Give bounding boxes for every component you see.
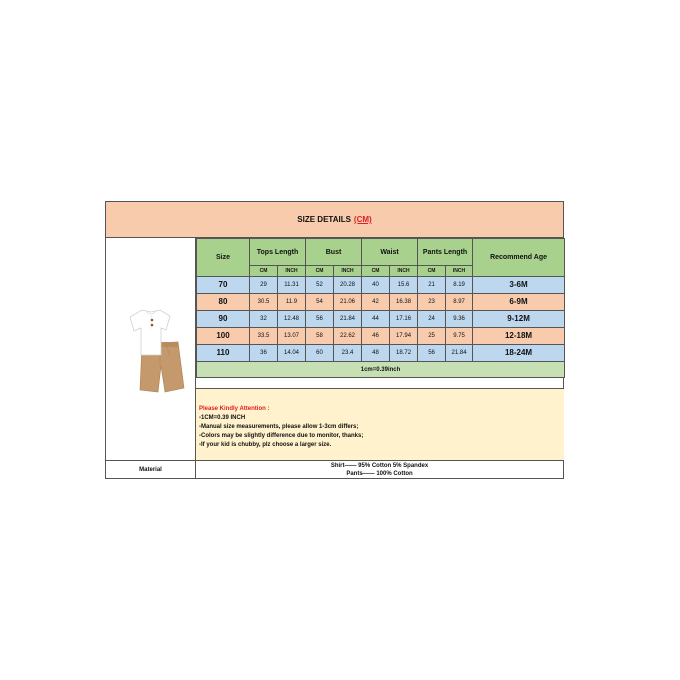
- attention-notice: [196, 388, 564, 460]
- unit-inch: INCH: [334, 266, 362, 277]
- size-chart: [105, 201, 564, 479]
- notice-line: -1CM=0.39 INCH: [199, 415, 246, 421]
- material-shirt: Shirt—— 95% Cotton 5% Spandex: [330, 463, 429, 469]
- cell-bust-inch: 23.4: [334, 345, 362, 362]
- cell-tops-cm: 33.5: [250, 328, 278, 345]
- notice-heading: Please Kindly Attention :: [199, 406, 270, 412]
- cell-tops-inch: 11.9: [278, 294, 306, 311]
- table-row: [197, 328, 565, 345]
- cell-age: 6-9M: [473, 294, 565, 311]
- header-waist: Waist: [362, 239, 418, 266]
- cell-age: 12-18M: [473, 328, 565, 345]
- cell-tops-inch: 13.07: [278, 328, 306, 345]
- cell-tops-cm: 32: [250, 311, 278, 328]
- unit-cm: CM: [418, 266, 446, 277]
- cell-age: 3-6M: [473, 277, 565, 294]
- cell-pants-cm: 56: [418, 345, 446, 362]
- unit-inch: INCH: [278, 266, 306, 277]
- cell-bust-cm: 58: [306, 328, 334, 345]
- cell-waist-inch: 17.94: [390, 328, 418, 345]
- cell-bust-cm: 52: [306, 277, 334, 294]
- cell-pants-inch: 8.19: [446, 277, 473, 294]
- cell-waist-cm: 40: [362, 277, 390, 294]
- cell-waist-inch: 17.16: [390, 311, 418, 328]
- cell-waist-cm: 44: [362, 311, 390, 328]
- notice-line: -If your kid is chubby, plz choose a larger size.: [199, 442, 332, 448]
- notice-line: -Colors may be slightly difference due to monitor, thanks;: [199, 433, 364, 439]
- header-recommend-age: Recommend Age: [473, 239, 565, 277]
- cell-size: 70: [197, 277, 250, 294]
- title-text: SIZE DETAILS: [297, 215, 351, 224]
- cell-bust-cm: 56: [306, 311, 334, 328]
- table-row: [197, 345, 565, 362]
- material-value: [196, 460, 563, 479]
- cell-size: 110: [197, 345, 250, 362]
- cell-size: 90: [197, 311, 250, 328]
- cell-bust-inch: 22.62: [334, 328, 362, 345]
- cell-tops-cm: 30.5: [250, 294, 278, 311]
- unit-inch: INCH: [390, 266, 418, 277]
- cell-bust-inch: 20.28: [334, 277, 362, 294]
- notice-line: -Manual size measurements, please allow 1-3cm differs;: [199, 424, 359, 430]
- header-pants-length: Pants Length: [418, 239, 473, 266]
- header-size: Size: [197, 239, 250, 277]
- cell-tops-inch: 11.31: [278, 277, 306, 294]
- table-row: [197, 294, 565, 311]
- cell-pants-inch: 9.75: [446, 328, 473, 345]
- cell-waist-cm: 46: [362, 328, 390, 345]
- unit-inch: INCH: [446, 266, 473, 277]
- material-pants: Pants—— 100% Cotton: [346, 471, 413, 477]
- size-chart-title: [106, 202, 563, 238]
- cell-waist-cm: 42: [362, 294, 390, 311]
- cell-waist-cm: 48: [362, 345, 390, 362]
- conversion-row: [197, 362, 565, 378]
- cell-pants-cm: 24: [418, 311, 446, 328]
- cell-age: 18-24M: [473, 345, 565, 362]
- cell-tops-cm: 29: [250, 277, 278, 294]
- product-image-cell: [106, 238, 196, 460]
- cell-pants-inch: 8.97: [446, 294, 473, 311]
- cell-bust-cm: 60: [306, 345, 334, 362]
- cell-waist-inch: 18.72: [390, 345, 418, 362]
- header-bust: Bust: [306, 239, 362, 266]
- cell-waist-inch: 16.38: [390, 294, 418, 311]
- cell-pants-cm: 23: [418, 294, 446, 311]
- cell-pants-inch: 9.36: [446, 311, 473, 328]
- conversion-note: 1cm=0.39inch: [197, 362, 565, 378]
- table-row: [197, 311, 565, 328]
- cell-tops-inch: 14.04: [278, 345, 306, 362]
- cell-tops-inch: 12.48: [278, 311, 306, 328]
- cell-waist-inch: 15.6: [390, 277, 418, 294]
- product-image: [106, 238, 196, 460]
- cell-pants-cm: 25: [418, 328, 446, 345]
- size-table: [196, 238, 565, 378]
- cell-size: 80: [197, 294, 250, 311]
- unit-cm: CM: [306, 266, 334, 277]
- cell-bust-inch: 21.84: [334, 311, 362, 328]
- table-row: [197, 277, 565, 294]
- material-label: Material: [106, 460, 196, 479]
- cell-tops-cm: 36: [250, 345, 278, 362]
- title-unit: (CM): [353, 215, 372, 224]
- cell-age: 9-12M: [473, 311, 565, 328]
- cell-bust-inch: 21.06: [334, 294, 362, 311]
- unit-cm: CM: [362, 266, 390, 277]
- cell-pants-inch: 21.84: [446, 345, 473, 362]
- unit-cm: CM: [250, 266, 278, 277]
- table-header-row: [197, 239, 565, 266]
- cell-bust-cm: 54: [306, 294, 334, 311]
- header-tops-length: Tops Length: [250, 239, 306, 266]
- cell-pants-cm: 21: [418, 277, 446, 294]
- cell-size: 100: [197, 328, 250, 345]
